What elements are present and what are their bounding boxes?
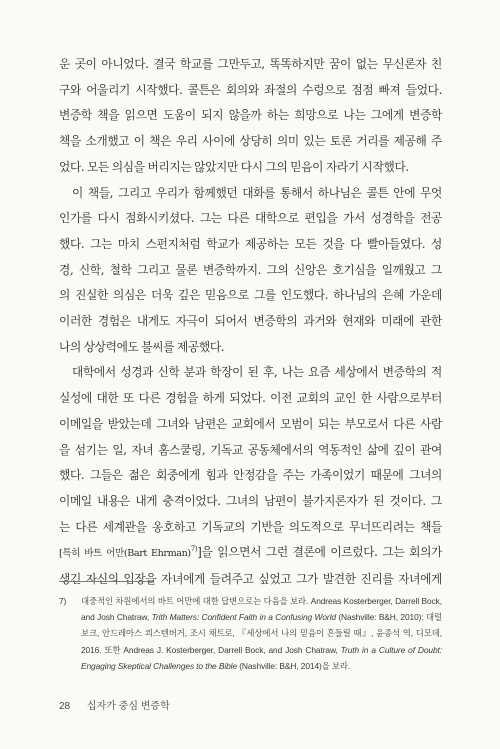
body-text: [59, 52, 442, 593]
running-title: 십자가 중심 변증학: [86, 701, 170, 712]
text-line: 었다. 모든 의심을 버리지는 않았지만 다시 그의 믿음이 자라기 시작했다.: [59, 159, 409, 174]
footnote-book-title: Trith Matters: Confident Faith in a Confusing World: [151, 612, 336, 623]
footnote-span: (Nashville: B&H, 2014)을 보라.: [236, 660, 351, 671]
text-line: 대학에서 성경과 신학 분과 학장이 된 후, 나는 요즘 세상에서 변증학의 적: [72, 365, 442, 380]
text-line: 실성에 대한 또 다른 경험을 하게 되었다. 이전 교회의 교인 한 사람으로부터: [59, 391, 442, 406]
text-line: 경, 신학, 철학 그리고 물론 변증학까지. 그의 신앙은 호기심을 일깨웠고 그: [59, 262, 442, 277]
text-line: 을 섬기는 일, 자녀 홈스쿨링, 기독교 공동체에서의 역동적인 삶에 깊이 관여: [59, 442, 442, 457]
text-line: 나의 상상력에도 불씨를 제공했다.: [59, 339, 225, 354]
footnote-divider: [59, 581, 154, 582]
footnote-span: (Nashville: B&H, 2010): 대럴 보크, 안드레아스 쾨스텐버거, 조시 채트로, 『세상에서 나의 믿음이 흔들릴 때』, 윤종석 역, 디모데, 2016. 또한 Andreas J. Kosterberger, Darrell Bock, and Josh Chatraw,: [81, 612, 442, 655]
footnote-number: 7): [59, 596, 67, 606]
footnote-span: 대중적인 차원에서의 바트 어만에 대한 답변으로는 다음을 보라. Andreas Kosterberger, Darrell Bock, and Josh Chatraw,: [81, 596, 442, 623]
page-number: 28: [59, 701, 71, 712]
text-line: 이 책들, 그리고 우리가 함께했던 대화를 통해서 하나님은 콜튼 안에 무엇: [72, 185, 442, 200]
text-line: 책을 소개했고 이 책은 우리 사이에 상당히 의미 있는 토론 거리를 제공해 주: [59, 134, 442, 149]
text-line: 변증학 책을 읽으면 도움이 되지 않을까 하는 희망으로 나는 그에게 변증학: [59, 108, 442, 123]
text-line: 생긴 자신의 입장을 자녀에게 들려주고 싶었고 그가 발견한 진리를 자녀에게: [59, 572, 442, 587]
footnote-book-title: Truth in a Culture of Doubt: Engaging Skeptical Challenges to the Bible: [81, 644, 442, 671]
footnote-text: [81, 593, 442, 674]
text-line: 이메일 내용은 내게 충격이었다. 그녀의 남편이 불가지론자가 된 것이다. 그: [59, 493, 442, 508]
text-line: 이메일을 받았는데 그녀와 남편은 교회에서 모범이 되는 부모로서 다른 사람: [59, 416, 442, 431]
text-line: 했다. 그는 마치 스펀지처럼 학교가 제공하는 모든 것을 다 빨아들였다. 성: [59, 236, 442, 251]
text-line: 의 진실한 의심은 더욱 깊은 믿음으로 그를 인도했다. 하나님의 은혜 가운데: [59, 288, 442, 303]
footnote: [59, 593, 442, 674]
text-line: 했다. 그들은 젊은 회중에게 힘과 안정감을 주는 가족이었기 때문에 그녀의: [59, 468, 442, 483]
text-span: ]을 읽으면서 그런 결론에 이르렀다. 그는 회의가: [197, 545, 442, 560]
page-footer: [59, 697, 170, 712]
text-line-with-footnote-ref: [59, 540, 442, 567]
text-line: 는 다른 세계관을 옹호하고 기독교의 기반을 의도적으로 무너뜨리려는 책들: [59, 519, 442, 534]
text-line: 구와 어울리기 시작했다. 콜튼은 회의와 좌절의 수렁으로 점점 빠져 들었다.: [59, 82, 442, 97]
text-line: 운 곳이 아니었다. 결국 학교를 그만두고, 똑똑하지만 꿈이 없는 무신론자 친: [59, 57, 442, 71]
bracket-citation: [특히 바트 어만(Bart Ehrman): [59, 548, 191, 560]
text-line: 이러한 경험은 내게도 자극이 되어서 변증학의 과거와 현재와 미래에 관한: [59, 314, 442, 329]
text-line: 인가를 다시 점화시키셨다. 그는 다른 대학으로 편입을 가서 성경학을 전공: [59, 211, 442, 226]
footnote-ref[interactable]: 7): [190, 545, 198, 554]
